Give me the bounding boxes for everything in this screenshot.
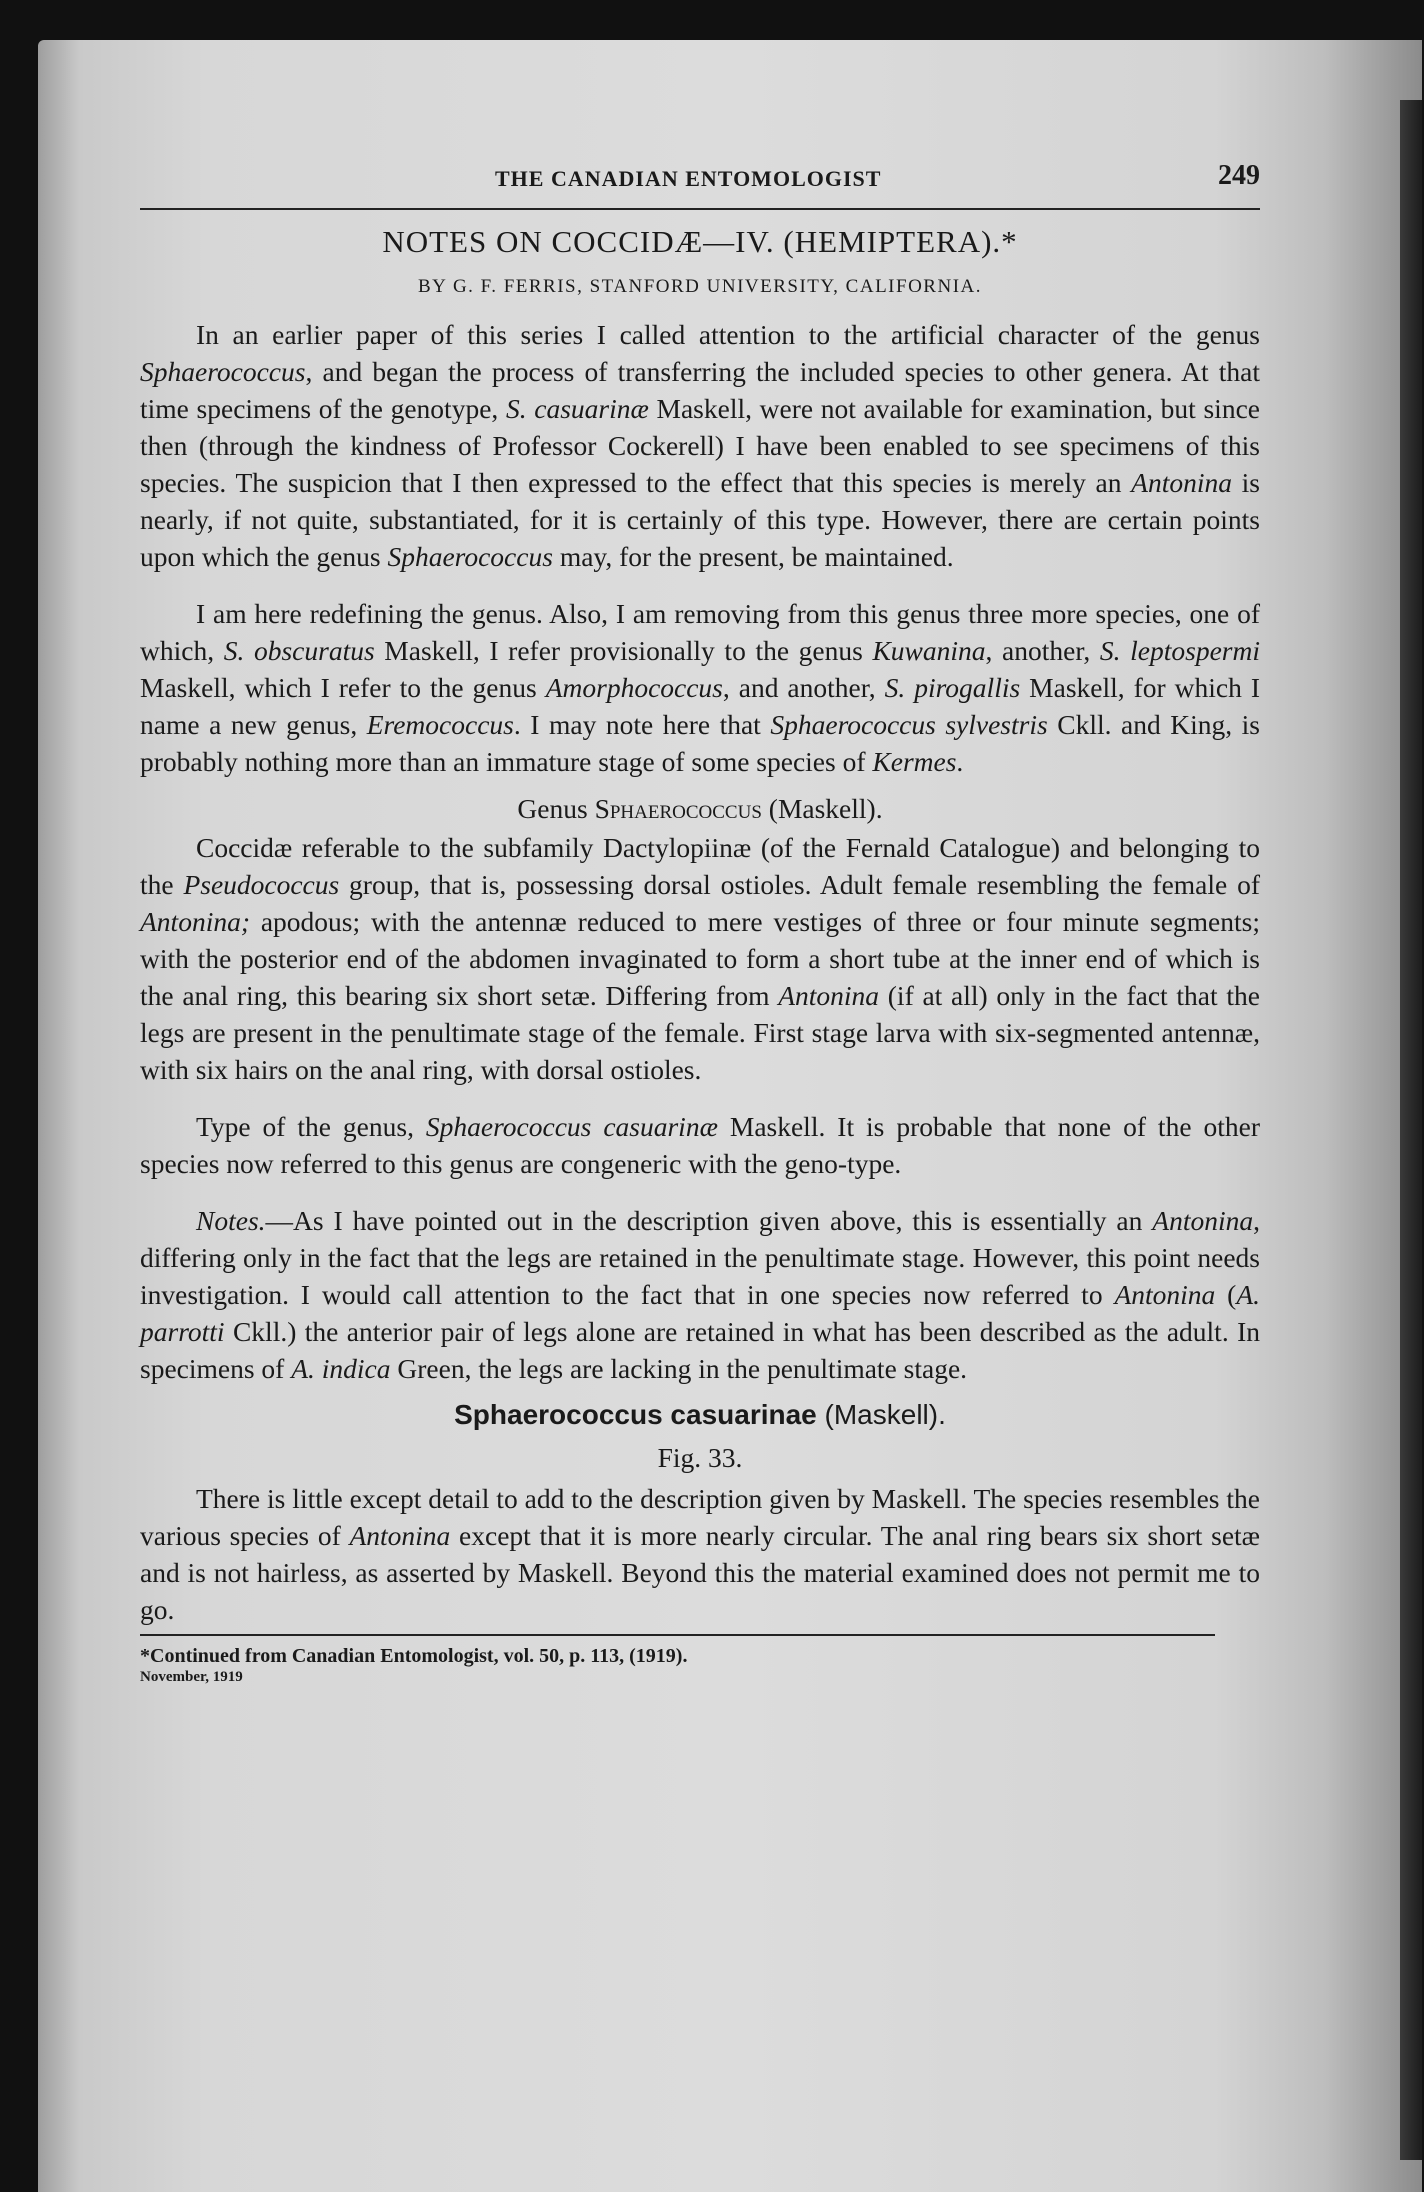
footnote: *Continued from Canadian Entomologist, vol. 50, p. 113, (1919). [140, 1645, 688, 1667]
page-number: 249 [1218, 160, 1260, 191]
species-heading: Sphaerococcus casuarinae (Maskell). [454, 1399, 946, 1430]
footnote-rule [140, 1634, 1215, 1636]
paragraph-genus-description: Coccidæ referable to the subfamily Dactylopiinæ (of the Fernald Catalogue) and belonging to the Pseudococcus group, that is, possessing dorsal ostioles. Adult female resembling the female of Antonina; apodous; with the antennæ reduced to mere vestiges of three or four minute segments; with the posterior end of the abdomen invaginated to form a short tube at the inner end of which is the anal ring, this bearing six short setæ. Differing from Antonina (if at all) only in the fact that the legs are present in the penultimate stage of the female. First stage larva with six-segmented antennæ, with six hairs on the anal ring, with dorsal ostioles. [140, 832, 1260, 1085]
page-edge-shadow [1400, 100, 1422, 2160]
page-content [140, 160, 1260, 1686]
journal-title: THE CANADIAN ENTOMOLOGIST [495, 166, 882, 191]
figure-label: Fig. 33. [657, 1442, 743, 1473]
article-title: NOTES ON COCCIDÆ—IV. (HEMIPTERA).* [382, 224, 1018, 259]
paragraph-type-of-genus: Type of the genus, Sphaerococcus casuarinæ Maskell. It is probable that none of the other species now referred to this genus are congeneric with the geno-type. [140, 1111, 1260, 1179]
running-head [140, 160, 1260, 204]
paragraph-notes: Notes.—As I have pointed out in the description given above, this is essentially an Antonina, differing only in the fact that the legs are retained in the penultimate stage. However, this point needs investigation. I would call attention to the fact that in one species now referred to Antonina (A. parrotti Ckll.) the anterior pair of legs alone are retained in what has been described as the adult. In specimens of A. indica Green, the legs are lacking in the penultimate stage. [140, 1205, 1260, 1384]
issue-date: November, 1919 [140, 1669, 243, 1685]
author-byline: BY G. F. FERRIS, STANFORD UNIVERSITY, CALIFORNIA. [418, 276, 982, 297]
paragraph-species-description: There is little except detail to add to the description given by Maskell. The species resembles the various species of Antonina except that it is more nearly circular. The anal ring bears six short setæ and is not hairless, as asserted by Maskell. Beyond this the material examined does not permit me to go. [140, 1483, 1261, 1625]
paragraph-intro: In an earlier paper of this series I called attention to the artificial character of the genus Sphaerococcus, and began the process of transferring the included species to other genera. At that time specimens of the genotype, S. casuarinæ Maskell, were not available for examination, but since then (through the kindness of Professor Cockerell) I have been enabled to see specimens of this species. The suspicion that I then expressed to the effect that this species is merely an Antonina is nearly, if not quite, substantiated, for it is certainly of this type. However, there are certain points upon which the genus Sphaerococcus may, for the present, be maintained. [140, 319, 1260, 572]
genus-heading: Genus Sphaerococcus (Maskell). [517, 793, 883, 824]
header-rule [140, 208, 1260, 210]
paragraph-redefining: I am here redefining the genus. Also, I am removing from this genus three more species, one of which, S. obscuratus Maskell, I refer provisionally to the genus Kuwanina, another, S. leptospermi Maskell, which I refer to the genus Amorphococcus, and another, S. pirogallis Maskell, for which I name a new genus, Eremococcus. I may note here that Sphaerococcus sylvestris Ckll. and King, is probably nothing more than an immature stage of some species of Kermes. [140, 598, 1261, 777]
